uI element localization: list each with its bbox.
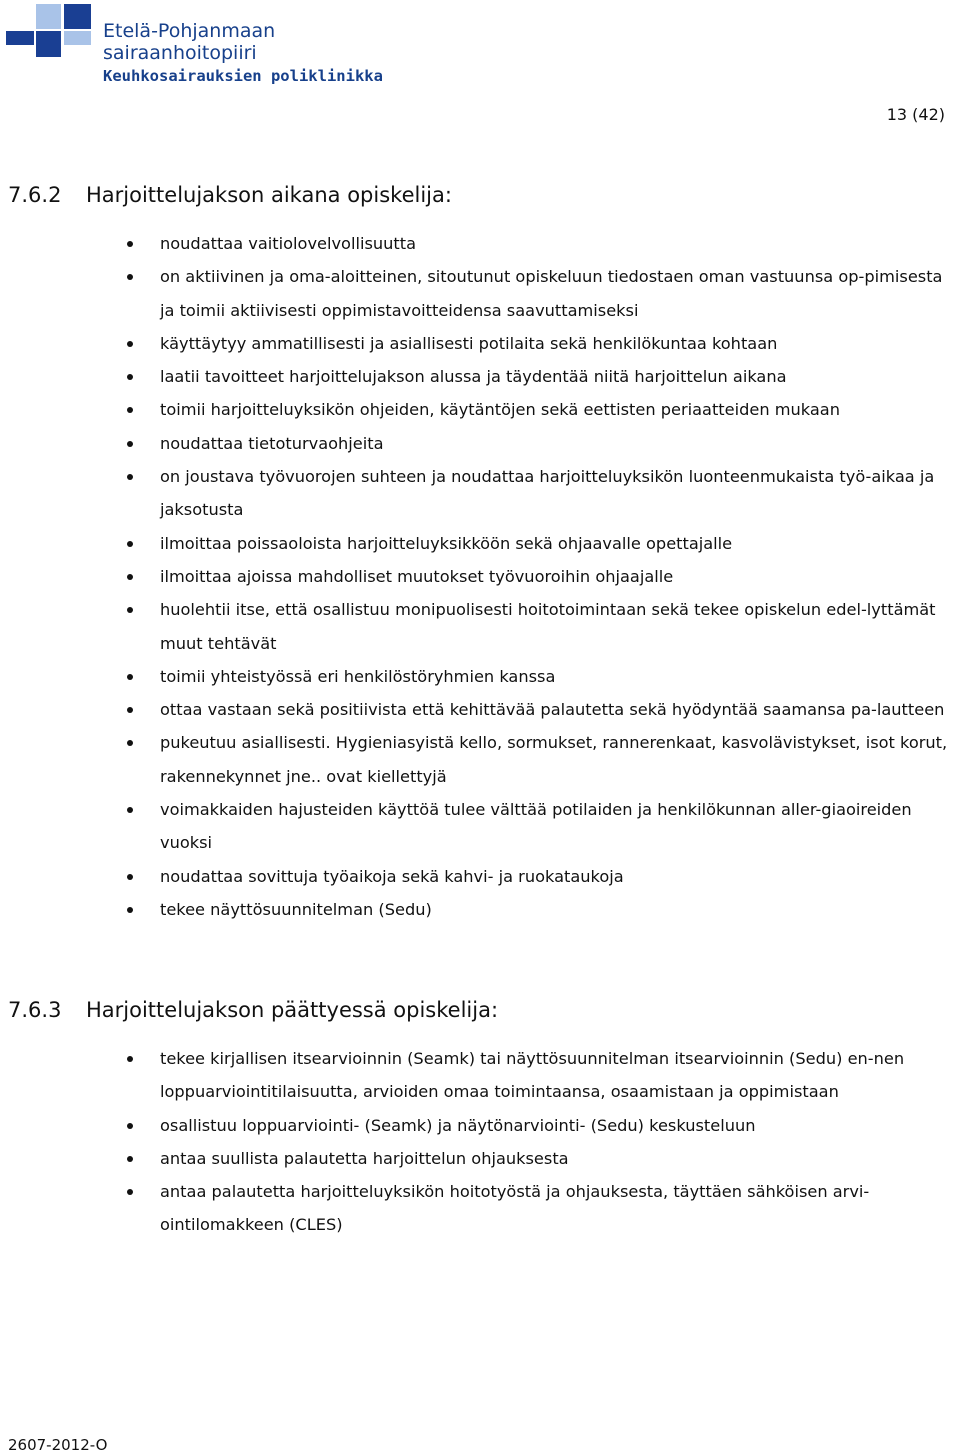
page-number: 13 (42) (886, 105, 945, 124)
list-item: ottaa vastaan sekä positiivista että kehittävää palautetta sekä hyödyntää saamansa pa-lautteen (160, 693, 950, 726)
section-heading (8, 182, 452, 208)
list-item: laatii tavoitteet harjoittelujakson alussa ja täydentää niitä harjoittelun aikana (160, 360, 950, 393)
list-item: voimakkaiden hajusteiden käyttöä tulee välttää potilaiden ja henkilökunnan aller-giaoireiden vuoksi (160, 793, 950, 860)
list-item: antaa suullista palautetta harjoittelun ohjauksesta (160, 1142, 950, 1175)
section-title: Harjoittelujakson aikana opiskelija: (86, 183, 452, 207)
section-title: Harjoittelujakson päättyessä opiskelija: (86, 998, 499, 1022)
list-item: antaa palautetta harjoitteluyksikön hoitotyöstä ja ohjauksesta, täyttäen sähköisen arvi-ointilomakkeen (CLES) (160, 1175, 950, 1242)
list-item: on aktiivinen ja oma-aloitteinen, sitoutunut opiskeluun tiedostaen oman vastuunsa op-pimisesta ja toimii aktiivisesti oppimistavoitteidensa saavuttamiseksi (160, 260, 950, 327)
list-item: tekee kirjallisen itsearvioinnin (Seamk) tai näyttösuunnitelman itsearvioinnin (Sedu) en-nen loppuarviointitilaisuutta, arvioiden omaa toimintaansa, osaamistaan ja oppimistaan (160, 1042, 950, 1109)
list-item: tekee näyttösuunnitelman (Sedu) (160, 893, 950, 926)
organization-name: Etelä-Pohjanmaan (103, 20, 276, 42)
list-item: pukeutuu asiallisesti. Hygieniasyistä kello, sormukset, rannerenkaat, kasvolävistykset, isot korut, rakennekynnet jne.. ovat kiellettyjä (160, 726, 950, 793)
document-code: 2607-2012-O (8, 1436, 108, 1454)
list-item: huolehtii itse, että osallistuu monipuolisesti hoitotoimintaan sekä tekee opiskelun edel-lyttämät muut tehtävät (160, 593, 950, 660)
cross-squares-logo-icon (6, 4, 94, 62)
list-item: käyttäytyy ammatillisesti ja asiallisesti potilaita sekä henkilökuntaa kohtaan (160, 327, 950, 360)
section-number: 7.6.2 (8, 183, 62, 207)
list-item: toimii yhteistyössä eri henkilöstöryhmien kanssa (160, 660, 950, 693)
list-item: noudattaa vaitiolovelvollisuutta (160, 227, 950, 260)
list-item: osallistuu loppuarviointi- (Seamk) ja näytönarviointi- (Sedu) keskusteluun (160, 1109, 950, 1142)
bullet-list (160, 227, 950, 926)
list-item: toimii harjoitteluyksikön ohjeiden, käytäntöjen sekä eettisten periaatteiden mukaan (160, 393, 950, 426)
list-item: noudattaa sovittuja työaikoja sekä kahvi- ja ruokataukoja (160, 860, 950, 893)
organization-subname: sairaanhoitopiiri (103, 42, 257, 64)
list-item: ilmoittaa poissaoloista harjoitteluyksikköön sekä ohjaavalle opettajalle (160, 527, 950, 560)
list-item: on joustava työvuorojen suhteen ja noudattaa harjoitteluyksikön luonteenmukaista työ-aikaa ja jaksotusta (160, 460, 950, 527)
list-item: ilmoittaa ajoissa mahdolliset muutokset työvuoroihin ohjaajalle (160, 560, 950, 593)
section-heading (8, 997, 498, 1023)
bullet-list (160, 1042, 950, 1242)
department-name: Keuhkosairauksien poliklinikka (103, 67, 383, 85)
section-number: 7.6.3 (8, 998, 62, 1022)
list-item: noudattaa tietoturvaohjeita (160, 427, 950, 460)
